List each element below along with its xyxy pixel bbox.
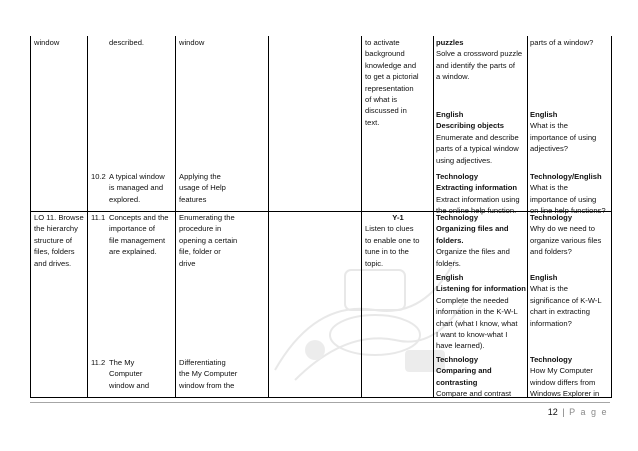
question-subject: Technology: [530, 355, 573, 364]
page-word: P a g e: [569, 407, 608, 417]
column-divider: [433, 36, 434, 397]
question-text: parts of a window?: [530, 38, 594, 47]
topic-text: described.: [109, 38, 145, 47]
question-subject: English: [530, 273, 558, 282]
question-text: How My Computer window differs from Windows Explorer in: [530, 366, 600, 399]
integration-subject: Technology: [436, 213, 479, 222]
skills-cell: Enumerating the procedure in opening a certain file, folder or drive: [179, 213, 238, 268]
column-divider: [87, 36, 88, 397]
integration-focus: Extracting information: [436, 183, 518, 193]
integration-focus: Listening for information: [436, 284, 526, 294]
question-text: What is the significance of K-W-L chart in extracting information?: [530, 284, 602, 328]
integration-subject: English: [436, 273, 464, 282]
strategy-cell: Listen to clues to enable one to tune in to the topic.: [365, 224, 420, 268]
lo-cell: LO 11. Browse the hierarchy structure of files, folders and drives.: [34, 213, 84, 268]
integration-subject: English: [436, 110, 464, 119]
column-divider: [527, 36, 528, 397]
strategy-cell: to activate background knowledge and to get a pictorial representation of what is discussed in text.: [365, 38, 419, 127]
integration-text: Organize the files and folders.: [436, 247, 510, 268]
question-block: [530, 212, 610, 258]
integration-block: [436, 109, 526, 166]
question-subject: Technology: [530, 213, 573, 222]
integration-focus: Organizing files and folders.: [436, 224, 509, 245]
question-text: What is the importance of using on line help functions?: [530, 183, 606, 216]
page-number: 12: [547, 407, 558, 417]
column-divider: [361, 36, 362, 397]
integration-text: Solve a crossword puzzle and identify the parts of a window.: [436, 49, 523, 82]
question-subject: Technology/English: [530, 172, 602, 181]
column-divider: [268, 36, 269, 397]
integration-text: Complete the needed information in the K-W-L chart (what I know, what I want to know-what I have learned).: [436, 295, 518, 351]
strategy-block: [365, 212, 431, 269]
topic-number: 10.2: [91, 172, 106, 181]
question-block: [530, 272, 610, 329]
column-divider: [175, 36, 176, 397]
integration-block: [436, 272, 526, 352]
integration-block: [436, 354, 526, 400]
integration-subject: Technology: [436, 355, 479, 364]
question-block: [530, 109, 610, 155]
integration-block: [436, 212, 526, 269]
topic-text: The My Computer window and: [109, 358, 150, 390]
topic-text: Concepts and the importance of file management are explained.: [109, 213, 169, 257]
strategy-label: Y-1: [392, 213, 404, 222]
topic-number: 11.1: [91, 213, 106, 222]
integration-block: [436, 171, 526, 217]
integration-text: Extract information using the online help function.: [436, 194, 520, 216]
integration-text: Compare and contrast: [436, 389, 512, 399]
question-subject: English: [530, 110, 558, 119]
integration-focus: Comparing and contrasting: [436, 366, 492, 387]
integration-block: [436, 37, 526, 83]
skills-cell: Differentiating the My Computer window from the: [179, 358, 238, 390]
question-text: What is the importance of using adjectives?: [530, 121, 597, 154]
integration-focus: Describing objects: [436, 121, 504, 131]
integration-subject: Technology: [436, 172, 479, 181]
skills-cell: window: [179, 38, 205, 47]
topic-number: 11.2: [91, 358, 106, 367]
page-footer: [548, 407, 608, 417]
topic-text: A typical window is managed and explored.: [109, 172, 165, 204]
question-text: Why do we need to organize various files and folders?: [530, 224, 602, 257]
integration-text: Enumerate and describe parts of a typical window using adjectives.: [436, 132, 519, 165]
question-block: [530, 171, 610, 217]
curriculum-table: [30, 36, 612, 398]
page-separator: |: [562, 407, 565, 417]
integration-focus: puzzles: [436, 38, 464, 47]
lo-cell: window: [34, 38, 60, 47]
skills-cell: Applying the usage of Help features: [179, 172, 226, 204]
question-block: [530, 354, 610, 400]
footer-divider: [30, 402, 610, 403]
